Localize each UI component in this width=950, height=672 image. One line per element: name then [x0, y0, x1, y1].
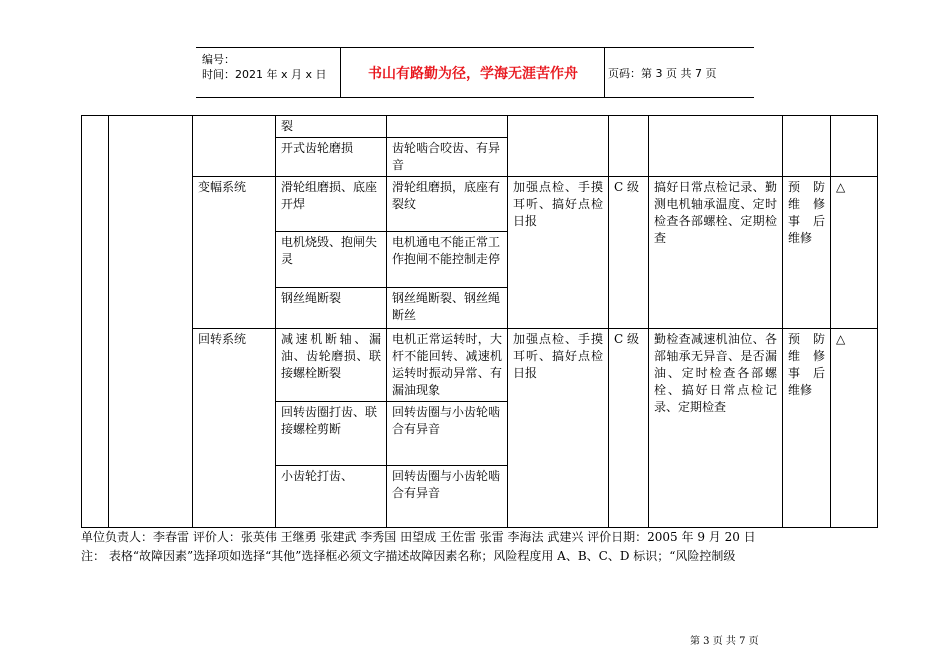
- mark-cell: [831, 116, 878, 177]
- table-row: [82, 329, 878, 402]
- factor-cell: 小齿轮打齿、: [276, 466, 387, 528]
- symptom-cell: 钢丝绳断裂、钢丝绳断丝: [387, 288, 508, 329]
- blank-cell: [82, 116, 109, 528]
- system-cell: 变幅系统: [193, 177, 276, 329]
- level-cell: [609, 116, 649, 177]
- symptom-cell: 齿轮啮合咬齿、有异音: [387, 138, 508, 177]
- mark-cell: △: [831, 177, 878, 329]
- risk-assessment-table: [81, 115, 878, 528]
- factor-cell: 回转齿圈打齿、联接螺栓剪断: [276, 402, 387, 466]
- factor-cell: 裂: [276, 116, 387, 138]
- symptom-cell: 回转齿圈与小齿轮啮合有异音: [387, 402, 508, 466]
- control-cell: [649, 116, 783, 177]
- header-page-label: 页码：第 3 页 共 7 页: [608, 66, 717, 80]
- level-cell: C 级: [609, 329, 649, 528]
- page-footer: 第 3 页 共 7 页: [690, 636, 759, 647]
- table-row: [82, 116, 878, 138]
- symptom-cell: 电机正常运转时，大杆不能回转、减速机运转时振动异常、有漏油现象: [387, 329, 508, 402]
- symptom-cell: 电机通电不能正常工作抱闸不能控制走停: [387, 232, 508, 288]
- level-cell: C 级: [609, 177, 649, 329]
- header-divider: [604, 48, 605, 97]
- header-number-label: 编号：: [202, 53, 235, 66]
- control-cell: 勤检查减速机油位、各部轴承无异音、是否漏油、定时检查各部螺栓、搞好日常点检记录、定期检查: [649, 329, 783, 528]
- factor-cell: 电机烧毁、抱闸失灵: [276, 232, 387, 288]
- factor-cell: 钢丝绳断裂: [276, 288, 387, 329]
- blank-cell: [109, 116, 193, 528]
- maintenance-cell: [783, 116, 831, 177]
- symptom-cell: [387, 116, 508, 138]
- table-row: [82, 177, 878, 232]
- factor-cell: 开式齿轮磨损: [276, 138, 387, 177]
- maintenance-cell: 预 防 维修 事 后 维修: [783, 177, 831, 329]
- system-cell: 回转系统: [193, 329, 276, 528]
- measure-cell: 加强点检、手摸耳听、搞好点检日报: [508, 329, 609, 528]
- factor-cell: 减速机断轴、漏油、齿轮磨损、联接螺栓断裂: [276, 329, 387, 402]
- note-line: 注： 表格“故障因素”选择项如选择“其他”选择框必须文字描述故障因素名称；风险程度用 A、B、C、D 标识；“风险控制级: [81, 549, 736, 563]
- header-meta: [202, 52, 327, 82]
- header-divider: [340, 48, 341, 97]
- measure-cell: 加强点检、手摸耳听、搞好点检日报: [508, 177, 609, 329]
- maintenance-cell: 预 防 维修 事 后 维修: [783, 329, 831, 528]
- signoff-line: 单位负责人：李春雷 评价人：张英伟 王继勇 张建武 李秀国 田望成 王佐雷 张雷 李海法 武建兴 评价日期：2005 年 9 月 20 日: [81, 530, 756, 544]
- symptom-cell: 回转齿圈与小齿轮啮合有异音: [387, 466, 508, 528]
- page-header: [196, 47, 754, 98]
- control-cell: 搞好日常点检记录、勤测电机轴承温度、定时检查各部螺栓、定期检查: [649, 177, 783, 329]
- header-time-label: 时间：2021 年 x 月 x 日: [202, 68, 327, 81]
- mark-cell: △: [831, 329, 878, 528]
- blank-cell: [193, 116, 276, 177]
- factor-cell: 滑轮组磨损、底座开焊: [276, 177, 387, 232]
- symptom-cell: 滑轮组磨损，底座有裂纹: [387, 177, 508, 232]
- measure-cell: [508, 116, 609, 177]
- header-motto: 书山有路勤为径，学海无涯苦作舟: [368, 65, 578, 82]
